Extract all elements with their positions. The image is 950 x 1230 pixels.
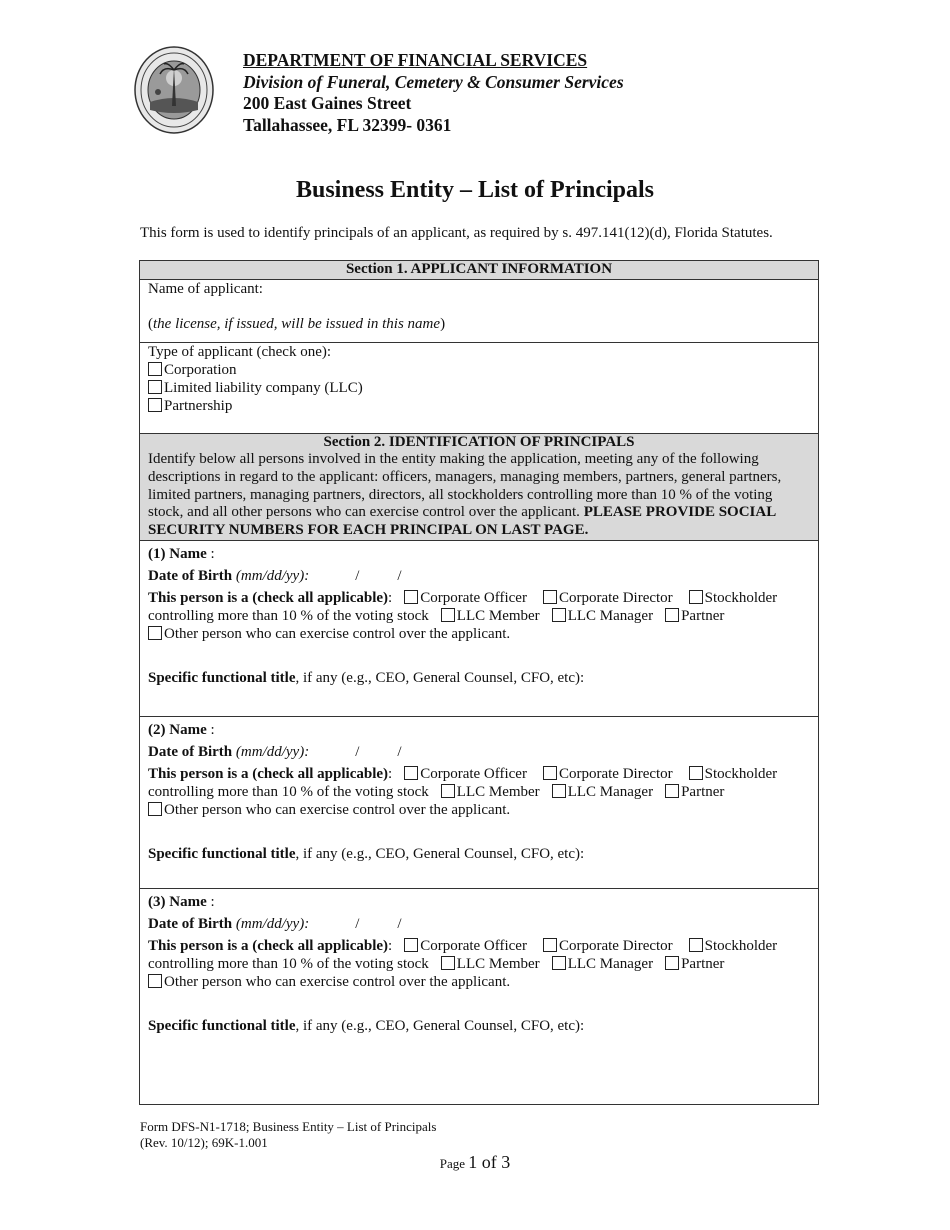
- llc-manager-checkbox[interactable]: [552, 608, 566, 622]
- form-title: Business Entity – List of Principals: [295, 177, 655, 203]
- principal-dob-line[interactable]: Date of Birth (mm/dd/yy): / /: [148, 916, 402, 932]
- florida-state-seal: [134, 46, 214, 134]
- principal-title-line[interactable]: Specific functional title, if any (e.g., CEO, General Counsel, CFO, etc):: [148, 670, 585, 686]
- stockholder-checkbox[interactable]: [689, 766, 703, 780]
- section2-instructions: Identify below all persons involved in the entity making the application, meeting any of the following descriptions in regard to the applicant: officers, managers, managing members, partners, general partners, limited partners, managing partners, directors, all stockholders controlling more than 10 % of the voting stock, and all other persons who can exercise control over the applicant. PLEASE PROVIDE SOCIAL SECURITY NUMBERS FOR EACH PRINCIPAL ON LAST PAGE.: [148, 451, 782, 539]
- corporate-director-checkbox[interactable]: [543, 590, 557, 604]
- department-name: DEPARTMENT OF FINANCIAL SERVICES: [243, 50, 588, 70]
- form-intro: This form is used to identify principals of an applicant, as required by s. 497.141(12)(d), Florida Statutes.: [140, 225, 773, 241]
- corporate-officer-checkbox[interactable]: [404, 766, 418, 780]
- principal-name-line[interactable]: (1) Name :: [148, 546, 215, 562]
- principal-title-line[interactable]: Specific functional title, if any (e.g., CEO, General Counsel, CFO, etc):: [148, 1018, 585, 1034]
- corporation-checkbox[interactable]: [148, 362, 162, 376]
- partner-checkbox[interactable]: [665, 956, 679, 970]
- form-revision: (Rev. 10/12); 69K-1.001: [140, 1135, 268, 1150]
- street-address: 200 East Gaines Street: [243, 93, 412, 113]
- other-control-checkbox[interactable]: [148, 626, 162, 640]
- principal-role-line-2: controlling more than 10 % of the voting stock LLC Member LLC Manager Partner: [148, 784, 725, 800]
- principal-role-line-2: controlling more than 10 % of the voting stock LLC Member LLC Manager Partner: [148, 608, 725, 624]
- other-control-checkbox[interactable]: [148, 974, 162, 988]
- applicant-name-row: [140, 279, 818, 342]
- principal-name-line[interactable]: (3) Name :: [148, 894, 215, 910]
- section1-heading: Section 1. APPLICANT INFORMATION: [140, 261, 818, 279]
- principal-dob-line[interactable]: Date of Birth (mm/dd/yy): / /: [148, 744, 402, 760]
- partner-checkbox[interactable]: [665, 608, 679, 622]
- agency-header: [243, 50, 624, 136]
- llc-member-checkbox[interactable]: [441, 784, 455, 798]
- form-table: [139, 260, 819, 1105]
- city-address: Tallahassee, FL 32399- 0361: [243, 114, 452, 135]
- principal-role-line-3: Other person who can exercise control over the applicant.: [148, 974, 810, 992]
- other-control-checkbox[interactable]: [148, 802, 162, 816]
- principal-role-line-2: controlling more than 10 % of the voting stock LLC Member LLC Manager Partner: [148, 956, 725, 972]
- principal-block-3: [140, 888, 818, 1104]
- applicant-type-row: [140, 342, 818, 433]
- corporate-officer-checkbox[interactable]: [404, 590, 418, 604]
- principal-block-2: [140, 716, 818, 888]
- principal-title-line[interactable]: Specific functional title, if any (e.g., CEO, General Counsel, CFO, etc):: [148, 846, 585, 862]
- applicant-name-label: Name of applicant:: [148, 281, 263, 297]
- applicant-type-label: Type of applicant (check one):: [148, 344, 332, 360]
- form-id: Form DFS-N1-1718; Business Entity – List of Principals: [140, 1119, 437, 1134]
- llc-member-checkbox[interactable]: [441, 608, 455, 622]
- type-option-llc[interactable]: Limited liability company (LLC): [148, 380, 810, 398]
- principal-dob-line[interactable]: Date of Birth (mm/dd/yy): / /: [148, 568, 402, 584]
- form-footer: [140, 1119, 436, 1151]
- applicant-name-note: (the license, if issued, will be issued in this name): [148, 316, 446, 332]
- stockholder-checkbox[interactable]: [689, 938, 703, 952]
- corporate-director-checkbox[interactable]: [543, 766, 557, 780]
- partnership-checkbox[interactable]: [148, 398, 162, 412]
- stockholder-checkbox[interactable]: [689, 590, 703, 604]
- llc-manager-checkbox[interactable]: [552, 784, 566, 798]
- principal-role-line-3: Other person who can exercise control over the applicant.: [148, 626, 810, 644]
- type-option-partnership[interactable]: Partnership: [148, 398, 810, 416]
- principal-block-1: [140, 540, 818, 716]
- principal-role-line-3: Other person who can exercise control over the applicant.: [148, 802, 810, 820]
- principal-role-line-1: This person is a (check all applicable): Corporate Officer Corporate Director Stockholder: [148, 938, 778, 954]
- corporate-officer-checkbox[interactable]: [404, 938, 418, 952]
- section2-block: [140, 433, 818, 540]
- division-name: Division of Funeral, Cemetery & Consumer Services: [243, 71, 624, 92]
- principal-role-line-1: This person is a (check all applicable): Corporate Officer Corporate Director Stockholder: [148, 590, 778, 606]
- llc-member-checkbox[interactable]: [441, 956, 455, 970]
- page-number: Page 1 of 3: [439, 1152, 511, 1172]
- section2-heading: Section 2. IDENTIFICATION OF PRINCIPALS: [323, 434, 635, 450]
- type-option-corporation[interactable]: Corporation: [148, 362, 810, 380]
- principal-name-line[interactable]: (2) Name :: [148, 722, 215, 738]
- llc-manager-checkbox[interactable]: [552, 956, 566, 970]
- corporate-director-checkbox[interactable]: [543, 938, 557, 952]
- llc-checkbox[interactable]: [148, 380, 162, 394]
- partner-checkbox[interactable]: [665, 784, 679, 798]
- principal-role-line-1: This person is a (check all applicable): Corporate Officer Corporate Director Stockholder: [148, 766, 778, 782]
